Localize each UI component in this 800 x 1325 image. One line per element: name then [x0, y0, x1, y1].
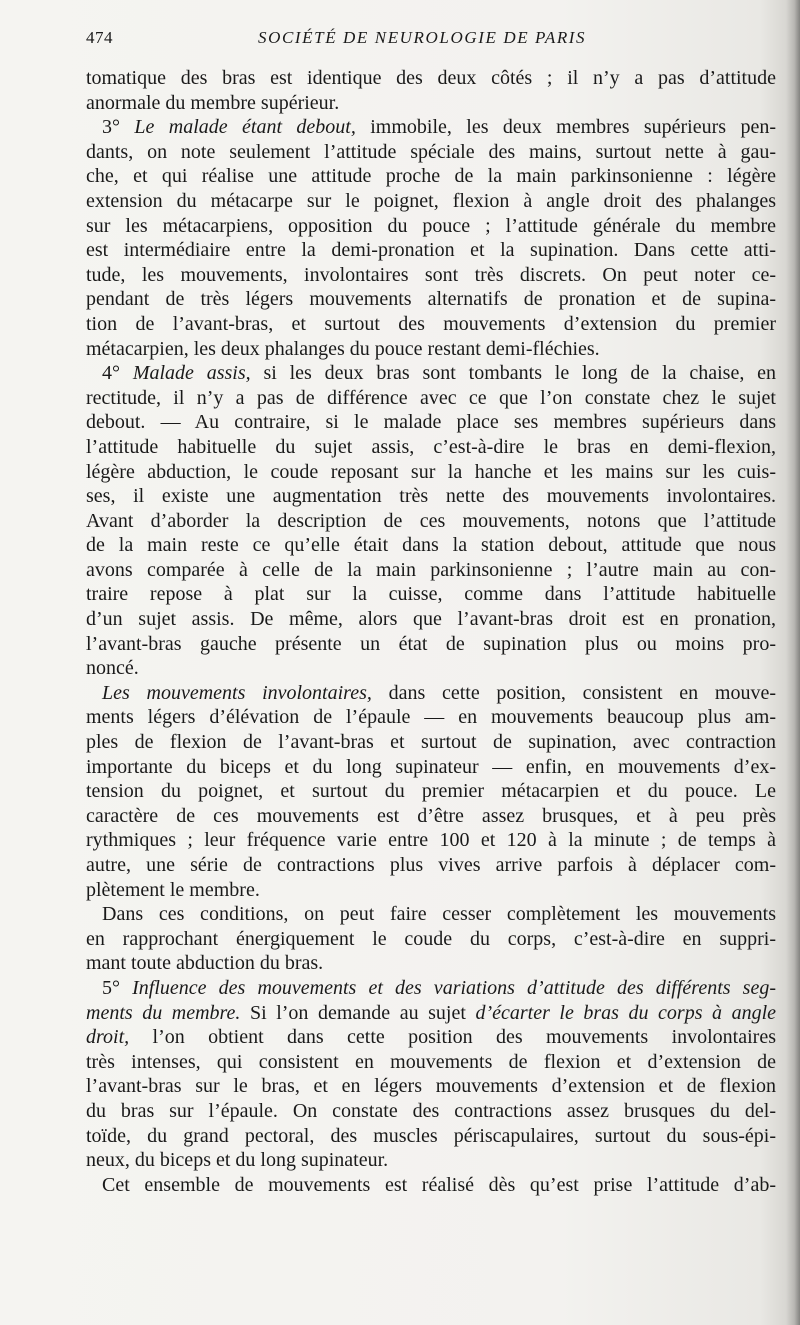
- text-segment: rythmiques ; leur fréquence varie entre 100 et 120 à la minute ; de temps à: [86, 829, 776, 852]
- text-segment: ples de flexion de l’avant-bras et surtout de supination, avec contraction: [86, 731, 776, 754]
- text-segment: immobile, les deux membres supérieurs pen-: [355, 116, 776, 139]
- text-line: [86, 755, 776, 780]
- text-line: [86, 1099, 776, 1124]
- text-line: [86, 828, 776, 853]
- text-segment: très intenses, qui consistent en mouvements de flexion et d’extension de: [86, 1050, 776, 1073]
- text-line: [86, 435, 776, 460]
- text-segment: légère abduction, le coude reposant sur la hanche et les mains sur les cuis-: [86, 460, 776, 483]
- text-segment: 5°: [102, 976, 133, 999]
- text-line: [86, 1148, 776, 1173]
- text-segment: extension du métacarpe sur le poignet, flexion à angle droit des phalanges: [86, 189, 776, 212]
- text-segment: ments légers d’élévation de l’épaule — en mouvements beaucoup plus am-: [86, 706, 776, 729]
- text-line: [86, 115, 776, 140]
- text-segment: tude, les mouvements, involontaires sont très discrets. On peut noter ce-: [86, 263, 776, 286]
- italic-text: ments du membre.: [86, 1001, 241, 1024]
- text-line: [86, 91, 776, 116]
- text-line: [86, 1124, 776, 1149]
- page-header: [86, 28, 776, 58]
- text-segment: dants, on note seulement l’attitude spéciale des mains, surtout nette à gau-: [86, 140, 776, 163]
- text-segment: métacarpien, les deux phalanges du pouce restant demi-fléchies.: [86, 337, 600, 360]
- text-line: [86, 484, 776, 509]
- text-line: [86, 976, 776, 1001]
- italic-text: droit,: [86, 1026, 130, 1049]
- text-line: [86, 361, 776, 386]
- text-line: [86, 189, 776, 214]
- text-line: [86, 164, 776, 189]
- text-segment: Avant d’aborder la description de ces mouvements, notons que l’attitude: [86, 509, 776, 532]
- text-segment: l’attitude habituelle du sujet assis, c’est-à-dire le bras en demi-flexion,: [86, 435, 776, 458]
- text-line: [86, 582, 776, 607]
- text-line: [86, 902, 776, 927]
- text-line: [86, 927, 776, 952]
- text-segment: l’avant-bras sur le bras, et en légers mouvements d’extension et de flexion: [86, 1075, 776, 1098]
- italic-text: Malade assis,: [132, 362, 251, 385]
- text-segment: traire repose à plat sur la cuisse, comme dans l’attitude habituelle: [86, 583, 776, 606]
- text-line: [86, 878, 776, 903]
- text-segment: noncé.: [86, 657, 139, 680]
- text-segment: avons comparée à celle de la main parkinsonienne ; l’autre main au con-: [86, 558, 776, 581]
- body-text: [86, 66, 776, 1197]
- text-line: [86, 1074, 776, 1099]
- text-segment: Cet ensemble de mouvements est réalisé dès qu’est prise l’attitude d’ab-: [102, 1173, 776, 1196]
- text-segment: est intermédiaire entre la demi-pronation et la supination. Dans cette atti-: [86, 239, 776, 262]
- text-segment: ses, il existe une augmentation très nette des mouvements involontaires.: [86, 485, 776, 508]
- text-line: [86, 533, 776, 558]
- italic-text: Influence des mouvements et des variations d’attitude des différents seg-: [132, 976, 776, 999]
- text-line: [86, 951, 776, 976]
- text-line: [86, 705, 776, 730]
- text-segment: sur les métacarpiens, opposition du pouce ; l’attitude générale du membre: [86, 214, 776, 237]
- text-segment: si les deux bras sont tombants le long de la chaise, en: [250, 362, 777, 385]
- text-line: [86, 779, 776, 804]
- text-line: [86, 460, 776, 485]
- text-segment: d’un sujet assis. De même, alors que l’avant-bras droit est en pronation,: [86, 608, 776, 631]
- italic-text: Le malade étant debout,: [134, 116, 356, 139]
- text-segment: importante du biceps et du long supinateur — enfin, en mouvements d’ex-: [86, 755, 776, 778]
- text-segment: 4°: [102, 362, 133, 385]
- text-segment: dans cette position, consistent en mouve-: [371, 681, 776, 704]
- text-segment: caractère de ces mouvements est d’être assez brusques, et à peu près: [86, 804, 776, 827]
- text-line: [86, 558, 776, 583]
- text-line: [86, 607, 776, 632]
- text-segment: l’on obtient dans cette position des mouvements involontaires: [129, 1026, 776, 1049]
- text-segment: tomatique des bras est identique des deux côtés ; il n’y a pas d’attitude: [86, 67, 776, 89]
- italic-text: d’écarter le bras du corps à angle: [475, 1001, 777, 1024]
- page-edge-shadow: [786, 0, 800, 1325]
- text-line: [86, 312, 776, 337]
- text-segment: en rapprochant énergiquement le coude du corps, c’est-à-dire en suppri-: [86, 927, 776, 950]
- text-line: [86, 287, 776, 312]
- text-line: [86, 681, 776, 706]
- text-segment: che, et qui réalise une attitude proche de la main parkinsonienne : légère: [86, 165, 776, 188]
- text-segment: debout. — Au contraire, si le malade place ses membres supérieurs dans: [86, 411, 776, 434]
- text-line: [86, 656, 776, 681]
- text-line: [86, 410, 776, 435]
- text-line: [86, 140, 776, 165]
- text-line: [86, 263, 776, 288]
- page-number: 474: [86, 28, 113, 47]
- text-line: [86, 386, 776, 411]
- text-segment: mant toute abduction du bras.: [86, 952, 324, 975]
- text-segment: tion de l’avant-bras, et surtout des mouvements d’extension du premier: [86, 312, 776, 335]
- text-line: [86, 853, 776, 878]
- text-segment: de la main reste ce qu’elle était dans la station debout, attitude que nous: [86, 534, 776, 557]
- text-line: [86, 337, 776, 362]
- text-segment: pendant de très légers mouvements alternatifs de pronation et de supina-: [86, 288, 776, 311]
- text-segment: plètement le membre.: [86, 878, 260, 901]
- text-segment: l’avant-bras gauche présente un état de supination plus ou moins pro-: [86, 632, 776, 655]
- text-line: [86, 632, 776, 657]
- text-segment: Si l’on demande au sujet: [240, 1001, 476, 1024]
- text-segment: rectitude, il n’y a pas de différence avec ce que l’on constate chez le sujet: [86, 386, 776, 409]
- text-line: [86, 1050, 776, 1075]
- text-line: [86, 214, 776, 239]
- text-line: [86, 66, 776, 91]
- text-line: [86, 238, 776, 263]
- text-segment: autre, une série de contractions plus vives arrive parfois à déplacer com-: [86, 854, 776, 876]
- text-segment: toïde, du grand pectoral, des muscles périscapulaires, surtout du sous-épi-: [86, 1124, 776, 1147]
- text-line: [86, 509, 776, 534]
- text-line: [86, 730, 776, 755]
- text-segment: 3°: [102, 116, 135, 139]
- text-segment: neux, du biceps et du long supinateur.: [86, 1149, 389, 1172]
- text-line: [86, 1173, 776, 1198]
- text-segment: Dans ces conditions, on peut faire cesser complètement les mouvements: [102, 903, 776, 926]
- running-title: SOCIÉTÉ DE NEUROLOGIE DE PARIS: [258, 28, 587, 47]
- text-line: [86, 804, 776, 829]
- text-segment: du bras sur l’épaule. On constate des contractions assez brusques du del-: [86, 1099, 776, 1122]
- italic-text: Les mouvements involontaires,: [102, 681, 372, 704]
- text-segment: tension du poignet, et surtout du premier métacarpien et du pouce. Le: [86, 780, 776, 803]
- text-line: [86, 1001, 776, 1026]
- text-line: [86, 1025, 776, 1050]
- text-segment: anormale du membre supérieur.: [86, 91, 340, 114]
